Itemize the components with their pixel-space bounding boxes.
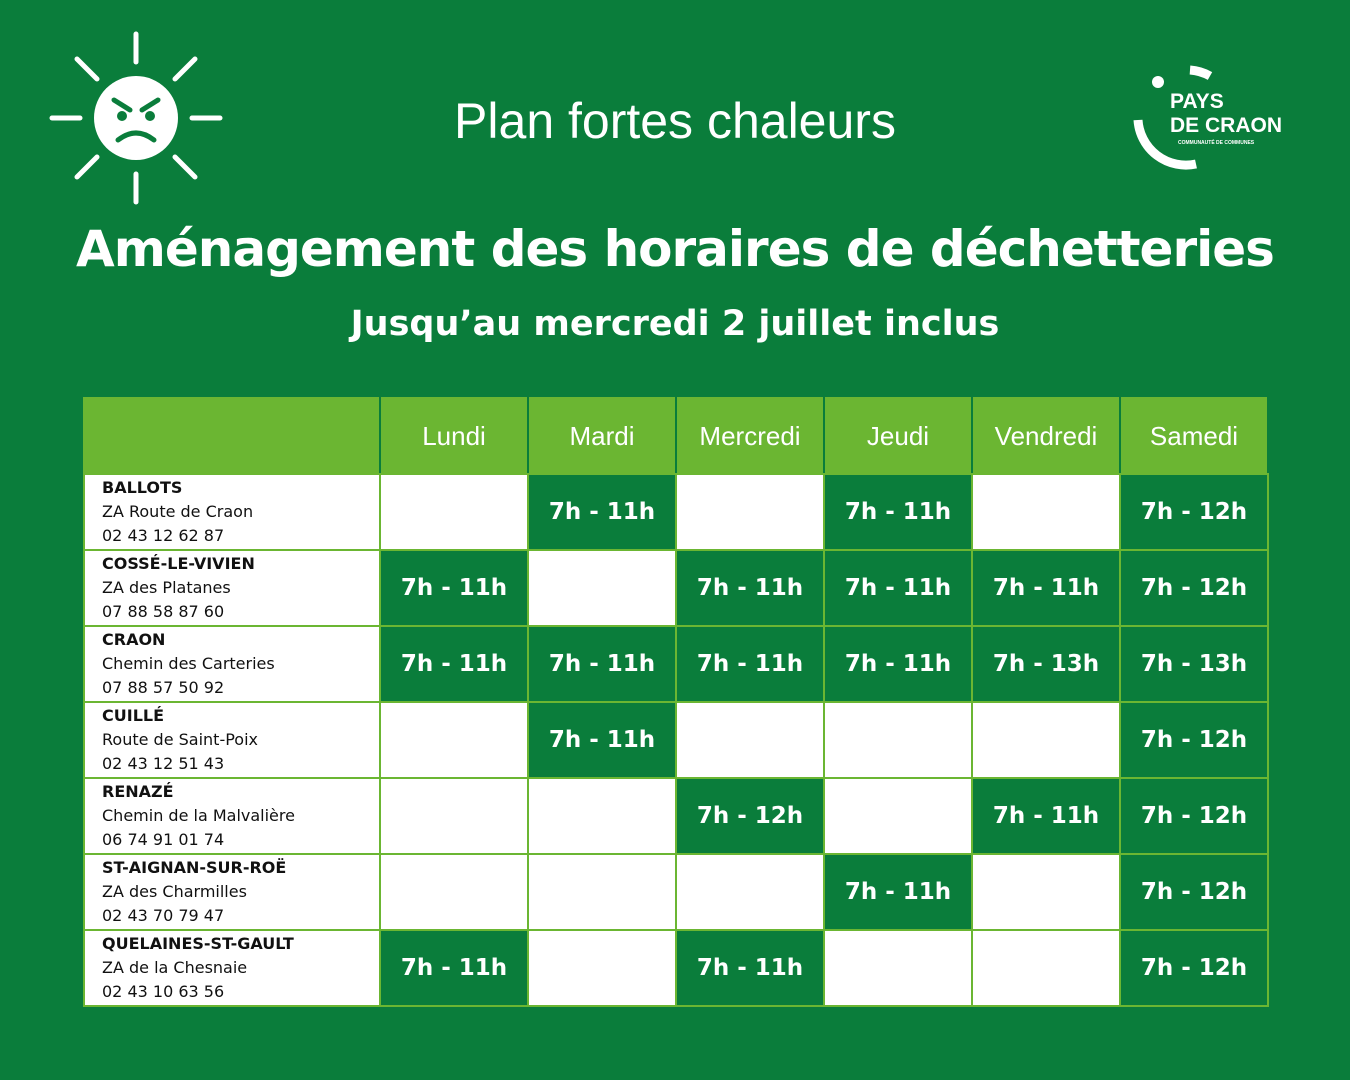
hours-cell (824, 778, 972, 854)
hours-cell: 7h - 12h (1120, 854, 1268, 930)
site-phone: 02 43 12 51 43 (102, 754, 225, 773)
table-row (84, 550, 1268, 626)
site-name: ST-AIGNAN-SUR-ROË (102, 858, 287, 877)
site-address: Chemin de la Malvalière (102, 806, 295, 825)
hours-cell: 7h - 11h (528, 626, 676, 702)
hours-cell (676, 854, 824, 930)
hours-cell (676, 702, 824, 778)
hours-cell: 7h - 11h (824, 854, 972, 930)
hours-cell: 7h - 11h (972, 778, 1120, 854)
header-row (84, 398, 1268, 474)
hours-cell: 7h - 11h (972, 550, 1120, 626)
main-title: Aménagement des horaires de déchetteries (76, 220, 1274, 278)
logo-line1: PAYS (1170, 90, 1224, 113)
hours-cell: 7h - 11h (528, 702, 676, 778)
hours-cell: 7h - 11h (676, 626, 824, 702)
subtitle: Jusqu’au mercredi 2 juillet inclus (350, 304, 1000, 344)
table-row (84, 778, 1268, 854)
site-address: ZA des Charmilles (102, 882, 247, 901)
pays-de-craon-logo (1128, 64, 1298, 174)
site-phone: 02 43 10 63 56 (102, 982, 225, 1001)
site-name: CUILLÉ (102, 706, 165, 725)
site-cell (84, 474, 380, 550)
day-header: Samedi (1120, 398, 1268, 474)
site-name: QUELAINES-ST-GAULT (102, 934, 294, 953)
hours-cell (824, 930, 972, 1006)
table-row (84, 626, 1268, 702)
logo-line3: COMMUNAUTÉ DE COMMUNES (1178, 140, 1255, 146)
hours-cell: 7h - 12h (1120, 474, 1268, 550)
day-header: Lundi (380, 398, 528, 474)
hours-cell (528, 854, 676, 930)
site-cell (84, 626, 380, 702)
site-address: ZA de la Chesnaie (102, 958, 248, 977)
hours-cell (824, 702, 972, 778)
site-phone: 02 43 12 62 87 (102, 526, 225, 545)
site-cell (84, 550, 380, 626)
site-name: BALLOTS (102, 478, 183, 497)
site-address: ZA des Platanes (102, 578, 231, 597)
hours-cell: 7h - 12h (1120, 702, 1268, 778)
hours-cell (972, 474, 1120, 550)
site-address: Route de Saint-Poix (102, 730, 258, 749)
schedule-table (83, 397, 1269, 1007)
table-row (84, 702, 1268, 778)
header-corner (84, 398, 380, 474)
hours-cell: 7h - 12h (1120, 550, 1268, 626)
hours-cell: 7h - 11h (676, 930, 824, 1006)
hours-cell: 7h - 11h (824, 550, 972, 626)
site-phone: 06 74 91 01 74 (102, 830, 225, 849)
hours-cell (380, 474, 528, 550)
site-cell (84, 930, 380, 1006)
site-phone: 02 43 70 79 47 (102, 906, 225, 925)
day-header: Mardi (528, 398, 676, 474)
hours-cell (528, 778, 676, 854)
site-cell (84, 778, 380, 854)
day-header: Mercredi (676, 398, 824, 474)
hours-cell: 7h - 11h (676, 550, 824, 626)
day-header: Vendredi (972, 398, 1120, 474)
hours-cell: 7h - 12h (1120, 778, 1268, 854)
site-phone: 07 88 57 50 92 (102, 678, 225, 697)
table-row (84, 474, 1268, 550)
hours-cell: 7h - 11h (528, 474, 676, 550)
table-row (84, 930, 1268, 1006)
hours-cell (972, 702, 1120, 778)
hours-cell: 7h - 11h (824, 626, 972, 702)
hours-cell (380, 854, 528, 930)
hours-cell: 7h - 11h (380, 930, 528, 1006)
hours-cell: 7h - 13h (1120, 626, 1268, 702)
hours-cell: 7h - 11h (824, 474, 972, 550)
site-cell (84, 854, 380, 930)
hours-cell: 7h - 12h (1120, 930, 1268, 1006)
hours-cell (528, 930, 676, 1006)
site-name: CRAON (102, 630, 166, 649)
logo-line2: DE CRAON (1170, 114, 1283, 137)
site-cell (84, 702, 380, 778)
site-address: Chemin des Carteries (102, 654, 275, 673)
site-name: COSSÉ-LE-VIVIEN (102, 554, 255, 573)
plan-title: Plan fortes chaleurs (454, 93, 896, 149)
site-name: RENAZÉ (102, 782, 174, 801)
hours-cell (676, 474, 824, 550)
site-address: ZA Route de Craon (102, 502, 254, 521)
hours-cell (380, 778, 528, 854)
table-row (84, 854, 1268, 930)
hours-cell: 7h - 12h (676, 778, 824, 854)
hours-cell: 7h - 11h (380, 626, 528, 702)
site-phone: 07 88 58 87 60 (102, 602, 225, 621)
hours-cell (528, 550, 676, 626)
hours-cell: 7h - 11h (380, 550, 528, 626)
hours-cell (972, 854, 1120, 930)
hours-cell (972, 930, 1120, 1006)
hours-cell: 7h - 13h (972, 626, 1120, 702)
hours-cell (380, 702, 528, 778)
day-header: Jeudi (824, 398, 972, 474)
